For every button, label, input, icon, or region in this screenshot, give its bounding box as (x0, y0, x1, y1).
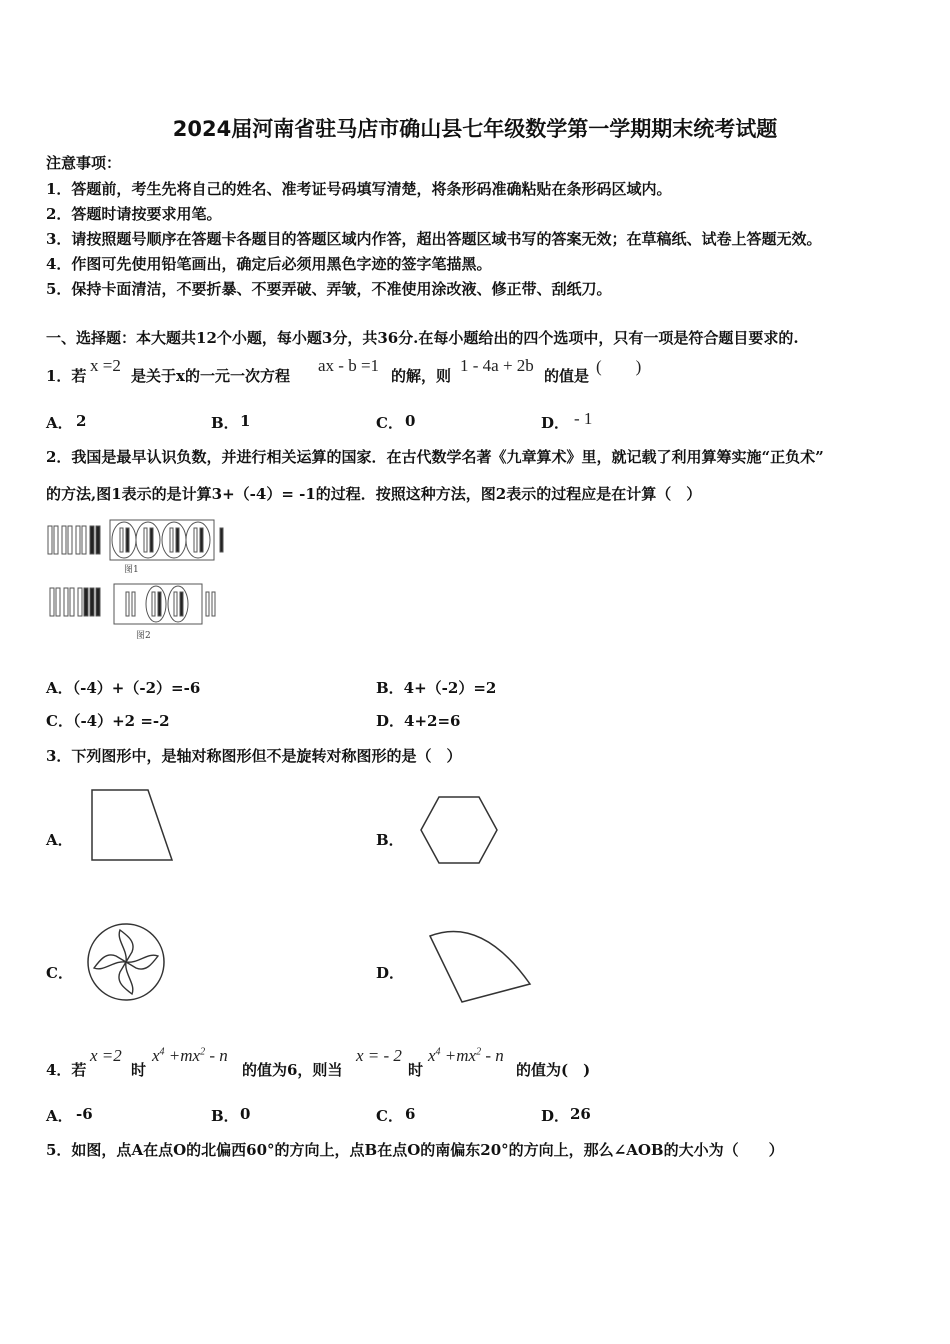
q4-math-x: x =2 (90, 1046, 122, 1065)
pinwheel-circle-figure (84, 920, 168, 1004)
trapezoid-figure (86, 786, 178, 864)
counting-rods-figure-1 (44, 516, 234, 576)
q1-answer-paren: ( ) (596, 357, 642, 376)
note-item: 2．答题时请按要求用笔。 (46, 205, 222, 223)
q5-stem: 5．如图，点A在点O的北偏西60°的方向上，点B在点O的南偏东20°的方向上，那么∠AOB的大小为（ ） (46, 1141, 784, 1159)
hexagon-figure (418, 794, 500, 866)
q4-option-b-value: 0 (240, 1105, 251, 1123)
q4-option-a-value: -6 (76, 1105, 93, 1123)
q4-math-polynomial: $x^4 +mx^2 - n$ (152, 1046, 228, 1065)
q4-text: 的值为( ) (516, 1061, 591, 1079)
page-title: 2024届河南省驻马店市确山县七年级数学第一学期期末统考试题 (172, 117, 778, 141)
q3-option-a-label: A． (46, 831, 73, 849)
q1-text: 的解，则 (391, 367, 452, 385)
q3-option-d-label: D． (376, 964, 405, 982)
q3-stem: 3．下列图形中，是轴对称图形但不是旋转对称图形的是（ ） (46, 747, 462, 765)
q1-option-a-label: A． (46, 414, 73, 432)
note-item: 3．请按照题号顺序在答题卡各题目的答题区域内作答，超出答题区域书写的答案无效；在草稿纸、试卷上答题无效。 (46, 230, 822, 248)
q1-math-expression: 1 - 4a + 2b (460, 356, 534, 375)
q4-option-d-value: 26 (570, 1105, 591, 1123)
sector-figure (420, 922, 538, 1006)
counting-rods-figure-2 (44, 580, 234, 630)
q2-option-b: B．4+（-2）=2 (376, 679, 497, 697)
q1-option-d-label: D． (541, 414, 570, 432)
q4-text: 时 (408, 1061, 424, 1079)
q4-text: 的值为6，则当 (242, 1061, 343, 1079)
q4-option-d-label: D． (541, 1107, 570, 1125)
q4-option-a-label: A． (46, 1107, 73, 1125)
note-item: 1．答题前，考生先将自己的姓名、准考证号码填写清楚，将条形码准确粘贴在条形码区域内。 (46, 180, 672, 198)
q1-text: 的值是 (544, 367, 590, 385)
q1-text: 1．若 (46, 367, 87, 385)
q1-math-x: x =2 (90, 356, 121, 375)
q1-text: 是关于x的一元一次方程 (131, 367, 290, 385)
q2-option-a: A．（-4）+（-2）=-6 (46, 679, 201, 697)
note-item: 4．作图可先使用铅笔画出，确定后必须用黑色字迹的签字笔描黑。 (46, 255, 492, 273)
figure-1-caption: 图1 (124, 565, 139, 575)
q4-math-x-neg: x = - 2 (356, 1046, 402, 1065)
q4-option-c-value: 6 (405, 1105, 416, 1123)
note-item: 5．保持卡面清洁，不要折暴、不要弄破、弄皱，不准使用涂改液、修正带、刮纸刀。 (46, 280, 612, 298)
q2-stem-line1: 2．我国是最早认识负数，并进行相关运算的国家．在古代数学名著《九章算术》里，就记载了利用算筹实施“正负术” (46, 448, 824, 466)
q3-option-c-label: C． (46, 964, 73, 982)
notes-heading: 注意事项： (46, 154, 122, 172)
q1-option-d-value: - 1 (574, 409, 593, 428)
q4-option-b-label: B． (211, 1107, 239, 1125)
q4-text: 时 (131, 1061, 147, 1079)
q2-stem-line2: 的方法,图1表示的是计算3+（-4）= -1的过程．按照这种方法，图2表示的过程应是在计算（ ） (46, 485, 702, 503)
q1-option-b-label: B． (211, 414, 239, 432)
q1-option-a-value: 2 (76, 412, 87, 430)
q1-option-b-value: 1 (240, 412, 251, 430)
q2-option-d: D．4+2=6 (376, 712, 461, 730)
q1-option-c-value: 0 (405, 412, 416, 430)
q1-math-equation: ax - b =1 (318, 356, 380, 375)
section-heading: 一、选择题：本大题共12个小题，每小题3分，共36分.在每小题给出的四个选项中，只有一项是符合题目要求的. (46, 329, 799, 347)
q4-option-c-label: C． (376, 1107, 403, 1125)
q2-option-c: C．（-4）+2 =-2 (46, 712, 170, 730)
rods-left-group (48, 526, 86, 554)
q3-option-b-label: B． (376, 831, 404, 849)
q1-option-c-label: C． (376, 414, 403, 432)
q4-text: 4．若 (46, 1061, 87, 1079)
figure-2-caption: 图2 (136, 631, 151, 641)
q4-math-polynomial: $x^4 +mx^2 - n$ (428, 1046, 504, 1065)
